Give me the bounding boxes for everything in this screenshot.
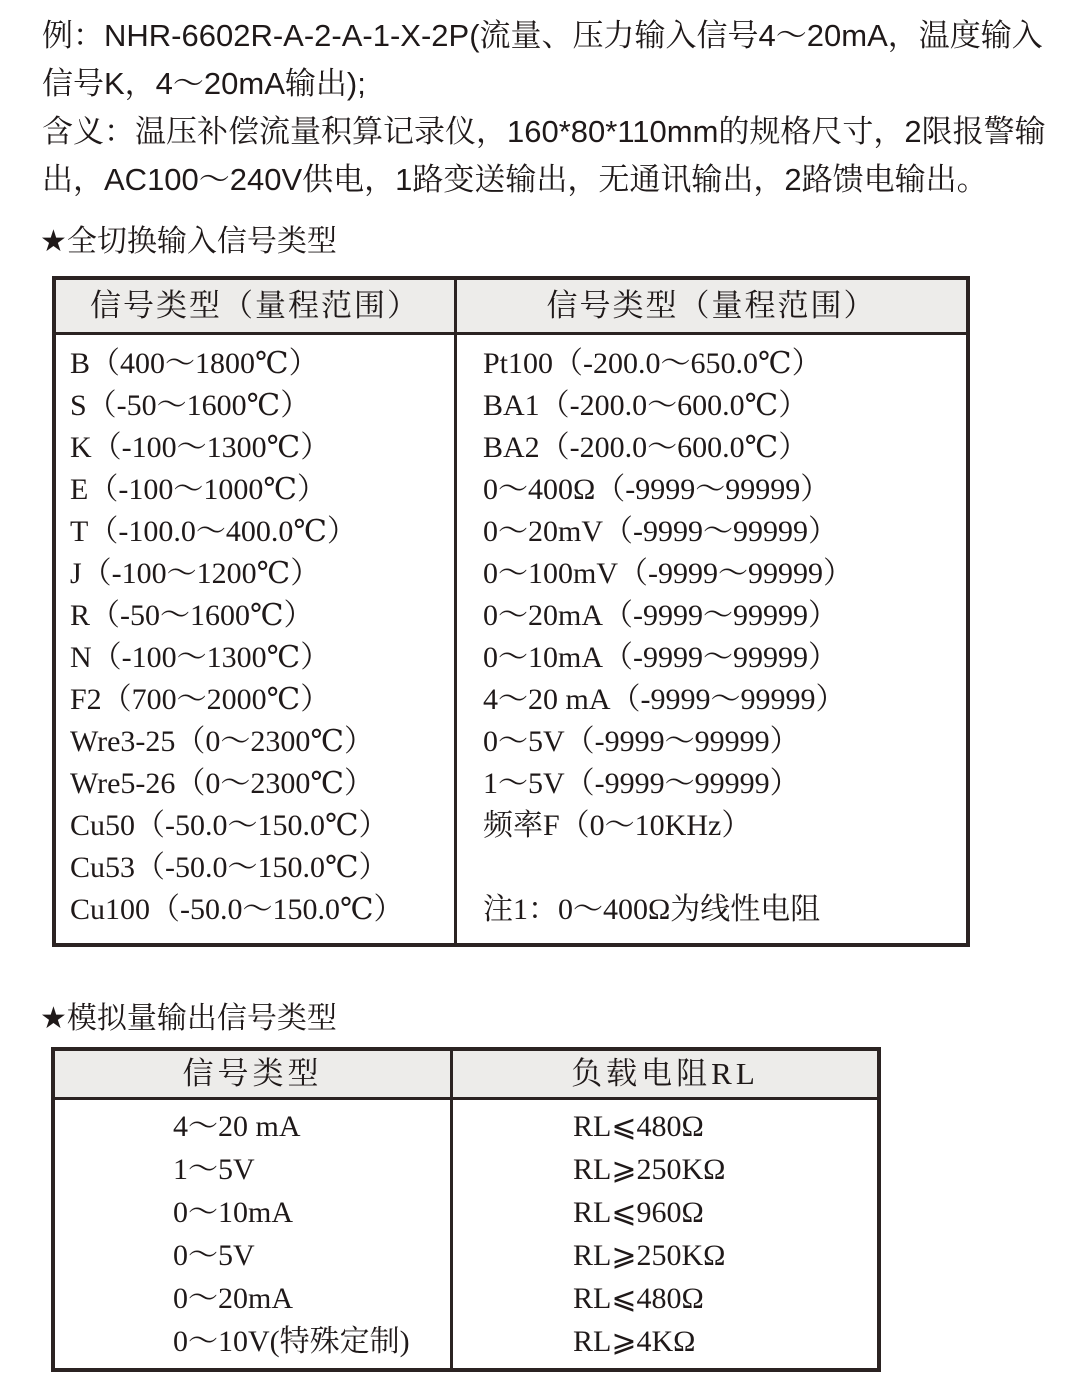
intro-line-meaning-1: 含义：温压补偿流量积算记录仪，160*80*110mm的规格尺寸，2限报警输 (42, 114, 1046, 149)
signal-type-item: J（-100～1200℃） (70, 557, 321, 590)
output-table-header-signal: 信号类型 (55, 1051, 453, 1097)
signal-type-item: 0～400Ω（-9999～99999） (483, 473, 831, 506)
signal-type-item: K（-100～1300℃） (70, 431, 331, 464)
load-resistance-item: RL⩾4KΩ (573, 1325, 696, 1358)
signal-type-item: R（-50～1600℃） (70, 599, 314, 632)
signal-type-item: 0～5V（-9999～99999） (483, 725, 800, 758)
signal-type-item: E（-100～1000℃） (70, 473, 327, 506)
signal-type-item: Cu50（-50.0～150.0℃） (70, 809, 389, 842)
input-signal-table (52, 276, 970, 947)
section-heading-output-signals: ★模拟量输出信号类型 (40, 1002, 337, 1035)
load-resistance-item: RL⩾250KΩ (573, 1239, 726, 1272)
output-signal-item: 0～20mA (173, 1282, 293, 1315)
signal-type-item: T（-100.0～400.0℃） (70, 515, 357, 548)
signal-type-item: 0～10mA（-9999～99999） (483, 641, 838, 674)
output-signal-item: 1～5V (173, 1153, 255, 1186)
signal-type-item: BA1（-200.0～600.0℃） (483, 389, 809, 422)
output-signal-item: 0～10V(特殊定制) (173, 1325, 410, 1358)
output-signal-table-body (55, 1100, 877, 1368)
output-signal-item: 0～5V (173, 1239, 255, 1272)
signal-type-item: 频率F（0～10KHz） (483, 809, 752, 842)
output-signal-item: 4～20 mA (173, 1110, 301, 1143)
signal-type-item: BA2（-200.0～600.0℃） (483, 431, 809, 464)
signal-type-item: B（400～1800℃） (70, 347, 319, 380)
signal-type-item: 4～20 mA（-9999～99999） (483, 683, 846, 716)
output-table-signal-column (55, 1100, 453, 1368)
signal-type-item: 0～20mV（-9999～99999） (483, 515, 838, 548)
intro-paragraph (42, 12, 1052, 204)
document-page (0, 12, 1080, 1372)
signal-type-item: Wre5-26（0～2300℃） (70, 767, 374, 800)
signal-type-item: S（-50～1600℃） (70, 389, 311, 422)
load-resistance-item: RL⩾250KΩ (573, 1153, 726, 1186)
signal-type-item: 1～5V（-9999～99999） (483, 767, 800, 800)
intro-line-example-2: 信号K，4～20mA输出); (42, 66, 366, 101)
input-table-right-column (457, 335, 966, 943)
load-resistance-item: RL⩽960Ω (573, 1196, 704, 1229)
output-signal-table-header-row (55, 1051, 877, 1100)
blank-line (483, 847, 966, 889)
signal-type-item: Cu100（-50.0～150.0℃） (70, 893, 404, 926)
output-table-header-load: 负载电阻RL (571, 1056, 759, 1091)
input-signal-table-header-row (56, 280, 966, 335)
load-resistance-item: RL⩽480Ω (573, 1110, 704, 1143)
table-note: 注1：0～400Ω为线性电阻 (483, 893, 821, 926)
section-heading-input-signals: ★全切换输入信号类型 (40, 225, 337, 258)
input-table-header-right: 信号类型（量程范围） (546, 288, 877, 323)
signal-type-item: 0～20mA（-9999～99999） (483, 599, 838, 632)
input-signal-table-body (56, 335, 966, 943)
input-table-left-column (56, 335, 457, 943)
intro-line-example-1: 例：NHR-6602R-A-2-A-1-X-2P(流量、压力输入信号4～20mA，温度输入 (42, 18, 1043, 53)
output-table-load-column (453, 1100, 877, 1368)
signal-type-item: 0～100mV（-9999～99999） (483, 557, 853, 590)
intro-line-meaning-2: 出，AC100～240V供电，1路变送输出，无通讯输出，2路馈电输出。 (42, 162, 988, 197)
output-signal-item: 0～10mA (173, 1196, 293, 1229)
signal-type-item: Cu53（-50.0～150.0℃） (70, 851, 389, 884)
signal-type-item: F2（700～2000℃） (70, 683, 331, 716)
load-resistance-item: RL⩽480Ω (573, 1282, 704, 1315)
signal-type-item: N（-100～1300℃） (70, 641, 331, 674)
input-table-header-left: 信号类型（量程范围） (56, 280, 457, 332)
output-signal-table (51, 1047, 881, 1372)
signal-type-item: Wre3-25（0～2300℃） (70, 725, 374, 758)
signal-type-item: Pt100（-200.0～650.0℃） (483, 347, 822, 380)
